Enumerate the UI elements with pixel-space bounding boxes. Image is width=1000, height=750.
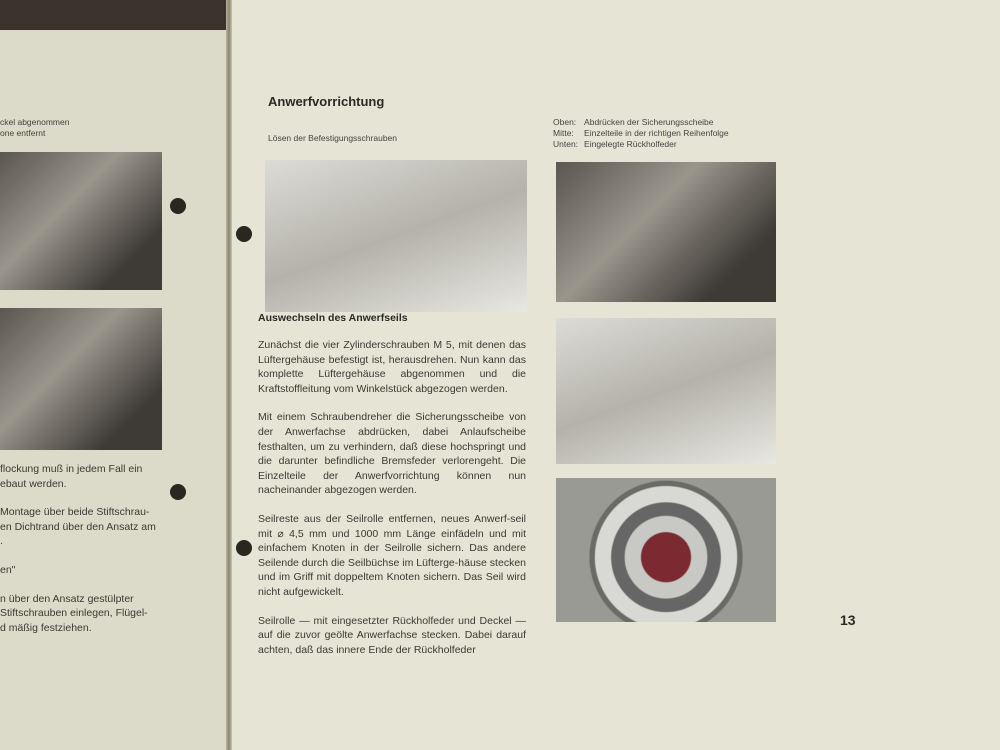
caption-line: ckel abgenommen — [0, 117, 70, 127]
punch-hole — [236, 540, 252, 556]
carburetor-photo — [0, 308, 162, 450]
section-heading: Auswechseln des Anwerfseils — [258, 312, 408, 324]
circlip-removal-photo — [556, 162, 776, 302]
page-number: 13 — [840, 612, 856, 628]
punch-hole — [236, 226, 252, 242]
punch-hole — [170, 198, 186, 214]
instruction-text — [258, 338, 526, 671]
paragraph: Seilreste aus der Seilrolle entfernen, neues Anwerf-seil mit ⌀ 4,5 mm und 1000 mm Länge einfädeln und mit einfachem Knoten in der Seilrolle sichern. Das andere Seilende durch die Seilbüchse im Lüfterge-häuse stecken und im Griff mit doppeltem Knoten sichern. Das Seil wird nicht aufgewickelt. — [258, 512, 526, 598]
air-filter-photo — [0, 152, 162, 290]
left-photo-caption — [0, 117, 160, 139]
exploded-parts-photo — [556, 318, 776, 464]
photo-caption: Lösen der Befestigungsschrauben — [268, 133, 398, 143]
booklet-spine — [226, 0, 232, 750]
recoil-spring-photo — [556, 478, 776, 622]
paragraph: Zunächst die vier Zylinderschrauben M 5, mit denen das Lüftergehäuse befestigt ist, herausdrehen. Nun kann das komplette Lüftergehäuse abgenommen und die Kraftstoffleitung vom Winkelstück abgezogen werden. — [258, 339, 526, 395]
page-title: Anwerfvorrichtung — [268, 94, 385, 109]
caption-line: one entfernt — [0, 128, 46, 138]
side-captions: Oben: Abdrücken der Sicherungsscheibe Mitte: Einzelteile in der richtigen Reihenfolge Unten: Eingelegte Rückholfeder — [553, 117, 729, 149]
chainsaw-photo — [265, 160, 527, 312]
punch-hole — [170, 484, 186, 500]
left-page-text: flockung muß in jedem Fall ein ebaut werden. Montage über beide Stiftschrau- en Dichtrand über den Ansatz am . en" n über den Ansatz gestülpter Stiftschrauben einlegen, Flügel- d mäßig festziehen. — [0, 463, 156, 634]
paragraph: Seilrolle — mit eingesetzter Rückholfeder und Deckel — auf die zuvor geölte Anwerfachse stecken. Dabei darauf achten, daß das innere Ende der Rückholfeder — [258, 614, 526, 656]
paragraph: Mit einem Schraubendreher die Sicherungsscheibe von der Anwerfachse abdrücken, dabei Anlaufscheibe festhalten, um zu verhindern, daß diese hochspringt und die darunter befindliche Bremsfeder verlorengeht. Die Einzelteile der Anwerfvorrichtung können nun nacheinander abgezogen werden. — [258, 411, 526, 497]
